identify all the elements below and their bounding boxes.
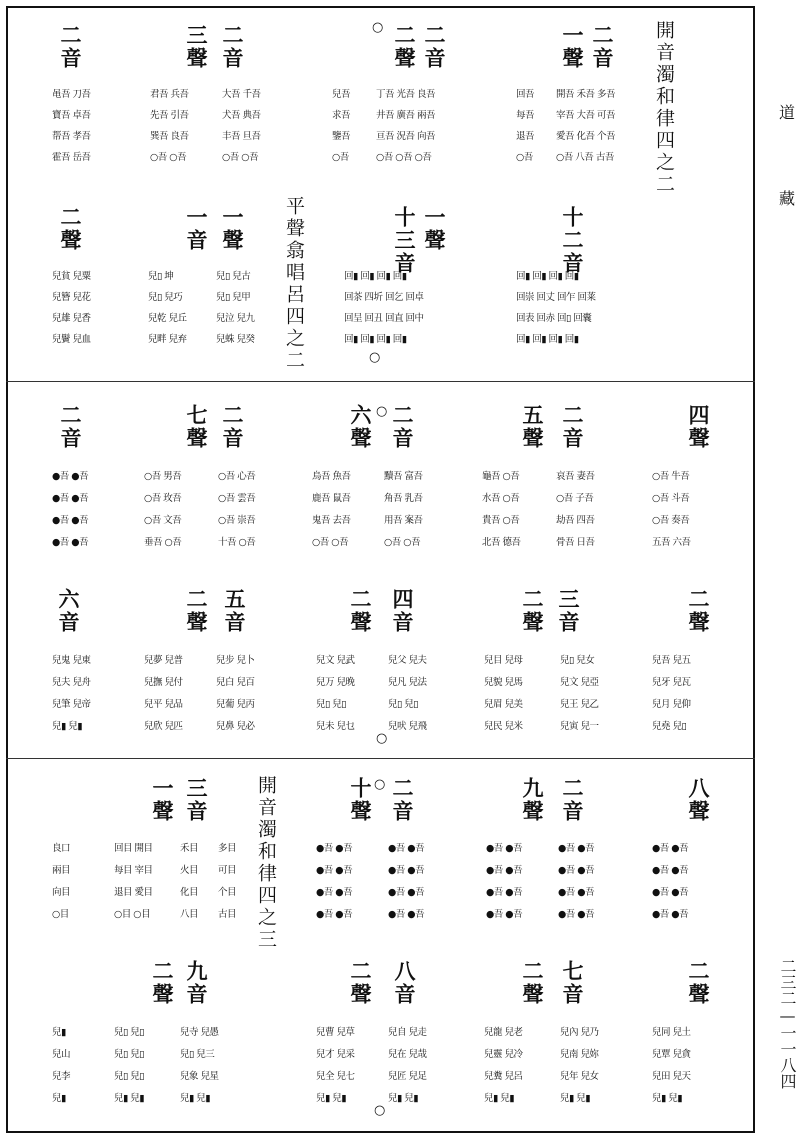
syllable-row: 回▮ 回▮ 回▮ 回▮ bbox=[344, 271, 407, 282]
sound-header: 二音 bbox=[390, 404, 415, 450]
syllable-row: ●吾 ●吾 bbox=[316, 843, 353, 854]
syllable-row: ●吾 ●吾 bbox=[652, 843, 689, 854]
syllable-row: ○吾 ○吾 ○吾 bbox=[376, 152, 432, 163]
syllable-row: 兒平 兒品 bbox=[144, 699, 183, 710]
syllable-row: 兒万 兒晚 bbox=[316, 677, 355, 688]
syllable-row: 兒龍 兒老 bbox=[484, 1027, 523, 1038]
syllable-row: 用吾 案吾 bbox=[384, 515, 423, 526]
syllable-row: ○吾 bbox=[516, 152, 533, 163]
syllable-row: 兒南 兒妳 bbox=[560, 1049, 599, 1060]
syllable-row: 兒夢 兒普 bbox=[144, 655, 183, 666]
syllable-row: 兒鬢 兒血 bbox=[52, 334, 91, 345]
syllable-row: 回崇 回丈 回乍 回莱 bbox=[516, 292, 596, 303]
syllable-row: 兒▯ 兒▯ bbox=[114, 1027, 144, 1038]
syllable-row: 兒▯ 兒巧 bbox=[148, 292, 183, 303]
syllable-row: 古目 bbox=[218, 909, 237, 920]
syllable-row: ●吾 ●吾 bbox=[52, 537, 89, 548]
syllable-row: 兒貌 兒馬 bbox=[484, 677, 523, 688]
circle-mark: ○ bbox=[374, 777, 386, 792]
syllable-row: 兒才 兒采 bbox=[316, 1049, 355, 1060]
syllable-row: ●吾 ●吾 bbox=[388, 887, 425, 898]
sound-header: 十二音 bbox=[560, 206, 585, 275]
syllable-row: 兒曹 兒草 bbox=[316, 1027, 355, 1038]
syllable-row: 兒月 兒仰 bbox=[652, 699, 691, 710]
syllable-row: 哀吾 妻吾 bbox=[556, 471, 595, 482]
syllable-row: 兒▮ 兒▮ bbox=[484, 1093, 514, 1104]
syllable-row: 兒牙 兒瓦 bbox=[652, 677, 691, 688]
syllable-row: 兒凡 兒法 bbox=[388, 677, 427, 688]
sound-header: 八聲 bbox=[686, 777, 711, 823]
syllable-row: 宰吾 大吾 可吾 bbox=[556, 110, 616, 121]
syllable-row: 兒全 兒七 bbox=[316, 1071, 355, 1082]
sound-header: 二聲 bbox=[348, 588, 373, 634]
syllable-row: ○吾 文吾 bbox=[144, 515, 182, 526]
syllable-row: ○吾 玫吾 bbox=[144, 493, 182, 504]
syllable-row: ●吾 ●吾 bbox=[52, 493, 89, 504]
circle-mark: ○ bbox=[369, 350, 381, 365]
syllable-row: 兒夫 兒舟 bbox=[52, 677, 91, 688]
syllable-row: 回呈 回丑 回直 回中 bbox=[344, 313, 424, 324]
syllable-row: 每吾 bbox=[516, 110, 535, 121]
syllable-row: 垂吾 ○吾 bbox=[144, 537, 182, 548]
syllable-row: 兒撫 兒付 bbox=[144, 677, 183, 688]
syllable-row: 多目 bbox=[218, 843, 237, 854]
syllable-row: 兒堯 兒▯ bbox=[652, 721, 687, 732]
syllable-row: ○吾 子吾 bbox=[556, 493, 594, 504]
syllable-row: 求吾 bbox=[332, 110, 351, 121]
syllable-row: 丰吾 旦吾 bbox=[222, 131, 261, 142]
syllable-row: 水吾 ○吾 bbox=[482, 493, 520, 504]
syllable-row: 兒民 兒米 bbox=[484, 721, 523, 732]
syllable-row: ○吾 心吾 bbox=[218, 471, 256, 482]
syllable-row: 化目 bbox=[180, 887, 199, 898]
sound-header: 八音 bbox=[392, 960, 417, 1006]
syllable-row: 五吾 六吾 bbox=[652, 537, 691, 548]
syllable-row: 開吾 禾吾 多吾 bbox=[556, 89, 616, 100]
syllable-row: 井吾 廣吾 兩吾 bbox=[376, 110, 436, 121]
syllable-row: 禾目 bbox=[180, 843, 199, 854]
syllable-row: 回茶 四圻 回乞 回卓 bbox=[344, 292, 424, 303]
syllable-row: 回表 回赤 回▯ 回囊 bbox=[516, 313, 592, 324]
section-title: 平聲翕唱呂四之二 bbox=[283, 196, 305, 372]
syllable-row: 黷吾 富吾 bbox=[384, 471, 423, 482]
syllable-row: 兒吠 兒飛 bbox=[388, 721, 427, 732]
syllable-row: 十吾 ○吾 bbox=[218, 537, 256, 548]
sound-header: 一音 bbox=[184, 206, 209, 252]
syllable-row: ○吾 雲吾 bbox=[218, 493, 256, 504]
syllable-row: ○吾 ○吾 bbox=[150, 152, 187, 163]
section-divider bbox=[6, 758, 755, 759]
syllable-row: 回▮ 回▮ 回▮ 回▮ bbox=[516, 271, 579, 282]
syllable-row: ○吾 ○吾 bbox=[222, 152, 259, 163]
sound-header: 二音 bbox=[560, 404, 585, 450]
sound-header: 二聲 bbox=[520, 960, 545, 1006]
syllable-row: 兒乾 兒丘 bbox=[148, 313, 187, 324]
syllable-row: 角吾 乳吾 bbox=[384, 493, 423, 504]
circle-mark: ○ bbox=[372, 20, 384, 35]
syllable-row: 兒葡 兒丙 bbox=[216, 699, 255, 710]
syllable-row: 兒象 兒星 bbox=[180, 1071, 219, 1082]
syllable-row: 黾吾 刀吾 bbox=[52, 89, 91, 100]
sound-header: 二聲 bbox=[686, 960, 711, 1006]
syllable-row: 寶吾 卓吾 bbox=[52, 110, 91, 121]
syllable-row: 兒寺 兒愚 bbox=[180, 1027, 219, 1038]
syllable-row: 回▮ 回▮ 回▮ 回▮ bbox=[516, 334, 579, 345]
syllable-row: 烏吾 魚吾 bbox=[312, 471, 351, 482]
syllable-row: 君吾 兵吾 bbox=[150, 89, 189, 100]
syllable-row: 兒內 兒乃 bbox=[560, 1027, 599, 1038]
syllable-row: 鹿吾 鼠吾 bbox=[312, 493, 351, 504]
syllable-row: 亘吾 況吾 向吾 bbox=[376, 131, 436, 142]
syllable-row: 兒未 兒乜 bbox=[316, 721, 355, 732]
margin-collection-char: 道 bbox=[778, 103, 795, 122]
syllable-row: 貴吾 ○吾 bbox=[482, 515, 520, 526]
sound-header: 九音 bbox=[184, 960, 209, 1006]
circle-mark: ○ bbox=[376, 404, 388, 419]
sound-header: 三音 bbox=[184, 777, 209, 823]
syllable-row: ●吾 ●吾 bbox=[652, 887, 689, 898]
sound-header: 九聲 bbox=[520, 777, 545, 823]
syllable-row: 兒蛛 兒癸 bbox=[216, 334, 255, 345]
syllable-row: ○吾 男吾 bbox=[144, 471, 182, 482]
sound-header: 二音 bbox=[58, 24, 83, 70]
sound-header: 一聲 bbox=[560, 24, 585, 70]
syllable-row: 每目 宰目 bbox=[114, 865, 153, 876]
syllable-row: 兒▮ bbox=[52, 1027, 66, 1038]
syllable-row: 兒▮ 兒▮ bbox=[388, 1093, 418, 1104]
syllable-row: 兒鬼 兒東 bbox=[52, 655, 91, 666]
syllable-row: ●吾 ●吾 bbox=[652, 865, 689, 876]
syllable-row: 兒▯ 兒古 bbox=[216, 271, 251, 282]
syllable-row: 退吾 bbox=[516, 131, 535, 142]
sound-header: 二聲 bbox=[520, 588, 545, 634]
sound-header: 二音 bbox=[422, 24, 447, 70]
sound-header: 二音 bbox=[220, 24, 245, 70]
syllable-row: 犬吾 典吾 bbox=[222, 110, 261, 121]
syllable-row: 兒王 兒乙 bbox=[560, 699, 599, 710]
syllable-row: ○目 bbox=[52, 909, 69, 920]
sound-header: 二聲 bbox=[184, 588, 209, 634]
sound-header: 二聲 bbox=[686, 588, 711, 634]
sound-header: 七音 bbox=[560, 960, 585, 1006]
syllable-row: ○吾 ○吾 bbox=[384, 537, 421, 548]
syllable-row: 八目 bbox=[180, 909, 199, 920]
syllable-row: 兒同 兒土 bbox=[652, 1027, 691, 1038]
syllable-row: 大吾 千吾 bbox=[222, 89, 261, 100]
syllable-row: 兒簪 兒花 bbox=[52, 292, 91, 303]
syllable-row: ●吾 ●吾 bbox=[316, 887, 353, 898]
sound-header: 一聲 bbox=[150, 777, 175, 823]
syllable-row: 兒雄 兒香 bbox=[52, 313, 91, 324]
syllable-row: 兒眉 兒美 bbox=[484, 699, 523, 710]
syllable-row: 回吾 bbox=[516, 89, 535, 100]
sound-header: 一聲 bbox=[422, 206, 447, 252]
sound-header: 三聲 bbox=[184, 24, 209, 70]
syllable-row: 劫吾 四吾 bbox=[556, 515, 595, 526]
syllable-row: 回▮ 回▮ 回▮ 回▮ bbox=[344, 334, 407, 345]
sound-header: 二音 bbox=[220, 404, 245, 450]
syllable-row: ○目 ○目 bbox=[114, 909, 151, 920]
syllable-row: 帮吾 孝吾 bbox=[52, 131, 91, 142]
page-frame bbox=[6, 6, 755, 1133]
syllable-row: ○吾 崇吾 bbox=[218, 515, 256, 526]
syllable-row: 兒在 兒哉 bbox=[388, 1049, 427, 1060]
page-number: 二三二—一一八四 bbox=[778, 958, 797, 1089]
syllable-row: ●吾 ●吾 bbox=[316, 865, 353, 876]
syllable-row: 兒▯ 坤 bbox=[148, 271, 174, 282]
sound-header: 六音 bbox=[56, 588, 81, 634]
sound-header: 二聲 bbox=[58, 206, 83, 252]
syllable-row: 巽吾 良吾 bbox=[150, 131, 189, 142]
syllable-row: ●吾 ●吾 bbox=[388, 909, 425, 920]
syllable-row: ●吾 ●吾 bbox=[52, 515, 89, 526]
syllable-row: 兒鼻 兒必 bbox=[216, 721, 255, 732]
syllable-row: 兒自 兒走 bbox=[388, 1027, 427, 1038]
syllable-row: 兒▮ bbox=[52, 1093, 66, 1104]
syllable-row: 丁吾 光吾 良吾 bbox=[376, 89, 436, 100]
syllable-row: 良口 bbox=[52, 843, 71, 854]
sound-header: 二音 bbox=[390, 777, 415, 823]
sound-header: 一聲 bbox=[220, 206, 245, 252]
syllable-row: 兒吾 兒五 bbox=[652, 655, 691, 666]
syllable-row: 兒▯ 兒女 bbox=[560, 655, 595, 666]
margin-collection-char: 藏 bbox=[778, 189, 795, 208]
sound-header: 五聲 bbox=[520, 404, 545, 450]
sound-header: 二音 bbox=[560, 777, 585, 823]
syllable-row: ●吾 ●吾 bbox=[558, 909, 595, 920]
sound-header: 二音 bbox=[58, 404, 83, 450]
syllable-row: ○吾 ○吾 bbox=[312, 537, 349, 548]
syllable-row: ●吾 ●吾 bbox=[388, 843, 425, 854]
syllable-row: 骨吾 日吾 bbox=[556, 537, 595, 548]
syllable-row: 龜吾 ○吾 bbox=[482, 471, 520, 482]
syllable-row: 兒貧 兒粟 bbox=[52, 271, 91, 282]
sound-header: 二聲 bbox=[392, 24, 417, 70]
syllable-row: 兒▯ 兒▯ bbox=[316, 699, 346, 710]
syllable-row: ●吾 ●吾 bbox=[486, 909, 523, 920]
syllable-row: 兒吾 bbox=[332, 89, 351, 100]
syllable-row: 兒▯ 兒▯ bbox=[388, 699, 418, 710]
syllable-row: 兒▯ 兒▯ bbox=[114, 1049, 144, 1060]
syllable-row: ●吾 ●吾 bbox=[52, 471, 89, 482]
syllable-row: 兒匠 兒足 bbox=[388, 1071, 427, 1082]
syllable-row: 霍吾 岳吾 bbox=[52, 152, 91, 163]
syllable-row: 兒文 兒武 bbox=[316, 655, 355, 666]
syllable-row: 兒▮ 兒▮ bbox=[180, 1093, 210, 1104]
syllable-row: ○吾 牛吾 bbox=[652, 471, 690, 482]
syllable-row: ○吾 斗吾 bbox=[652, 493, 690, 504]
syllable-row: 兒▯ 兒三 bbox=[180, 1049, 215, 1060]
syllable-row: 兒父 兒夫 bbox=[388, 655, 427, 666]
syllable-row: 兒欣 兒匹 bbox=[144, 721, 183, 732]
syllable-row: 回目 開目 bbox=[114, 843, 153, 854]
syllable-row: 兒寅 兒一 bbox=[560, 721, 599, 732]
syllable-row: 兒▮ 兒▮ bbox=[316, 1093, 346, 1104]
syllable-row: 兩目 bbox=[52, 865, 71, 876]
syllable-row: 火目 bbox=[180, 865, 199, 876]
syllable-row: ●吾 ●吾 bbox=[558, 887, 595, 898]
syllable-row: 兒▮ 兒▮ bbox=[560, 1093, 590, 1104]
syllable-row: 兒李 bbox=[52, 1071, 71, 1082]
sound-header: 二聲 bbox=[348, 960, 373, 1006]
syllable-row: ●吾 ●吾 bbox=[388, 865, 425, 876]
syllable-row: 兒山 bbox=[52, 1049, 71, 1060]
syllable-row: 个目 bbox=[218, 887, 237, 898]
syllable-row: 兒▯ 兒▯ bbox=[114, 1071, 144, 1082]
sound-header: 三音 bbox=[556, 588, 581, 634]
syllable-row: ●吾 ●吾 bbox=[486, 887, 523, 898]
syllable-row: 退目 愛目 bbox=[114, 887, 153, 898]
syllable-row: 兒目 兒母 bbox=[484, 655, 523, 666]
syllable-row: ●吾 ●吾 bbox=[652, 909, 689, 920]
syllable-row: 北吾 德吾 bbox=[482, 537, 521, 548]
syllable-row: 兒田 兒天 bbox=[652, 1071, 691, 1082]
syllable-row: 兒▮ 兒▮ bbox=[114, 1093, 144, 1104]
section-divider bbox=[6, 381, 755, 382]
sound-header: 四聲 bbox=[686, 404, 711, 450]
syllable-row: 兒步 兒卜 bbox=[216, 655, 255, 666]
syllable-row: 兒糞 兒呂 bbox=[484, 1071, 523, 1082]
syllable-row: 兒▯ 兒甲 bbox=[216, 292, 251, 303]
syllable-row: 鬼吾 去吾 bbox=[312, 515, 351, 526]
sound-header: 四音 bbox=[390, 588, 415, 634]
section-title: 開音濁和律四之二 bbox=[653, 20, 675, 196]
syllable-row: 兒▮ 兒▮ bbox=[652, 1093, 682, 1104]
syllable-row: 兒▮ 兒▮ bbox=[52, 721, 82, 732]
sound-header: 五音 bbox=[222, 588, 247, 634]
sound-header: 六聲 bbox=[348, 404, 373, 450]
sound-header: 七聲 bbox=[184, 404, 209, 450]
sound-header: 二音 bbox=[590, 24, 615, 70]
syllable-row: 向目 bbox=[52, 887, 71, 898]
circle-mark: ○ bbox=[374, 1103, 386, 1118]
syllable-row: ●吾 ●吾 bbox=[486, 843, 523, 854]
syllable-row: 兒畔 兒弃 bbox=[148, 334, 187, 345]
syllable-row: 兒年 兒女 bbox=[560, 1071, 599, 1082]
syllable-row: ○吾 八吾 古吾 bbox=[556, 152, 614, 163]
syllable-row: 先吾 引吾 bbox=[150, 110, 189, 121]
syllable-row: 兒白 兒百 bbox=[216, 677, 255, 688]
section-title: 開音濁和律四之三 bbox=[255, 775, 277, 951]
sound-header: 二聲 bbox=[150, 960, 175, 1006]
sound-header: 十三音 bbox=[392, 206, 417, 275]
syllable-row: 可目 bbox=[218, 865, 237, 876]
sound-header: 十聲 bbox=[348, 777, 373, 823]
syllable-row: 愛吾 化吾 个吾 bbox=[556, 131, 616, 142]
syllable-row: ●吾 ●吾 bbox=[486, 865, 523, 876]
syllable-row: 兒筆 兒帝 bbox=[52, 699, 91, 710]
circle-mark: ○ bbox=[376, 731, 388, 746]
syllable-row: 兒覃 兒貪 bbox=[652, 1049, 691, 1060]
syllable-row: 兒文 兒亞 bbox=[560, 677, 599, 688]
syllable-row: 兒靈 兒冷 bbox=[484, 1049, 523, 1060]
syllable-row: ○吾 bbox=[332, 152, 349, 163]
syllable-row: ○吾 奏吾 bbox=[652, 515, 690, 526]
syllable-row: 兒泣 兒九 bbox=[216, 313, 255, 324]
syllable-row: ●吾 ●吾 bbox=[316, 909, 353, 920]
syllable-row: ●吾 ●吾 bbox=[558, 865, 595, 876]
syllable-row: ●吾 ●吾 bbox=[558, 843, 595, 854]
syllable-row: 鑒吾 bbox=[332, 131, 351, 142]
